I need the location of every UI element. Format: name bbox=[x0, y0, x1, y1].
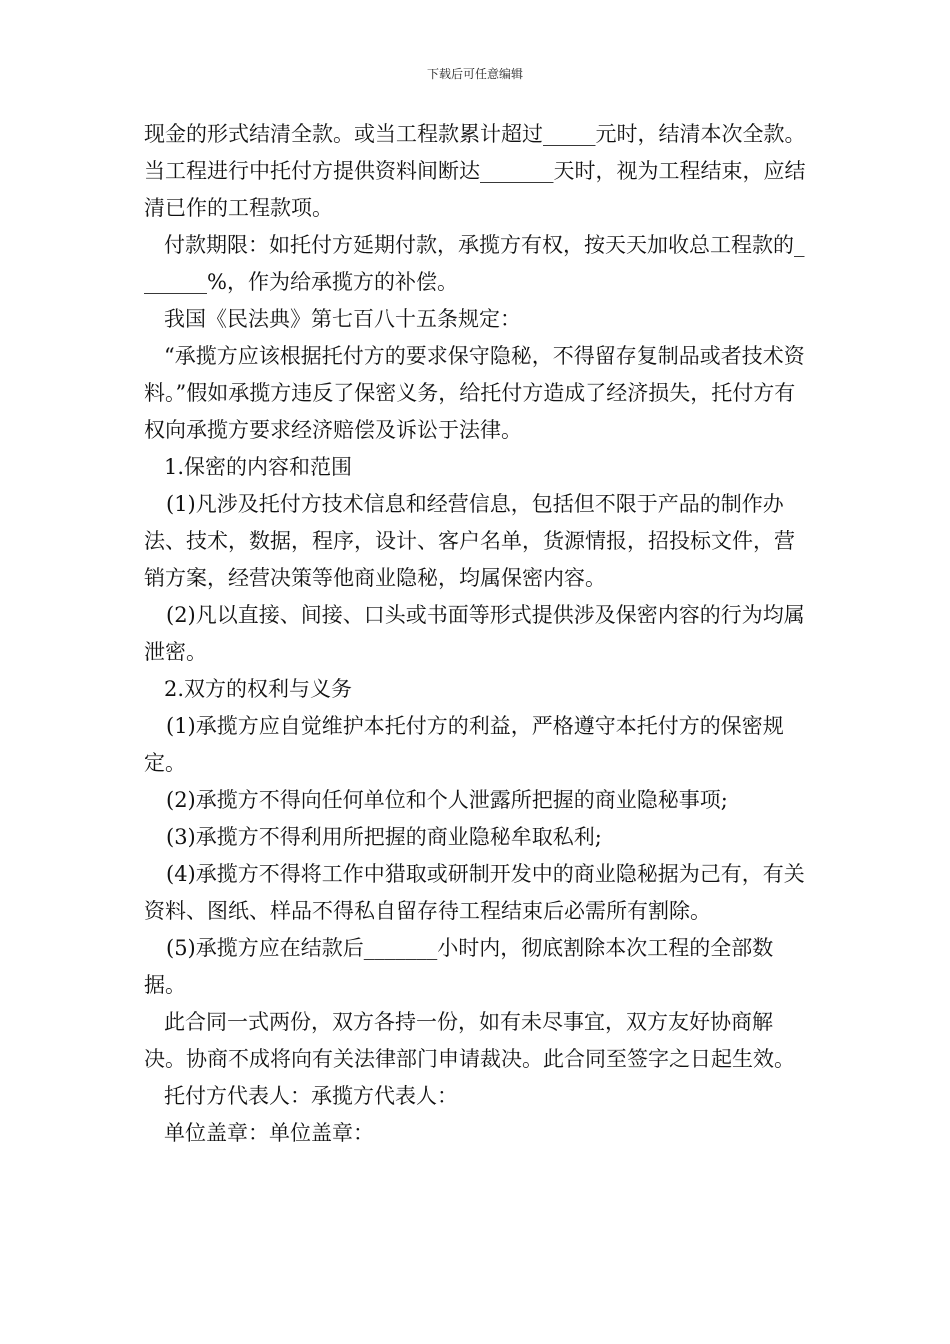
list-item-scope-1: (1)凡涉及托付方技术信息和经营信息，包括但不限于产品的制作办法、技术，数据，程序，设计、客户名单，货源情报，招投标文件，营销方案，经营决策等他商业隐秘，均属保密内容。 bbox=[144, 492, 795, 590]
section-heading-rights-duties: 2.双方的权利与义务 bbox=[164, 677, 353, 701]
list-item-duty-2: (2)承揽方不得向任何单位和个人泄露所把握的商业隐秘事项; bbox=[166, 788, 728, 812]
section-heading-confidential-scope: 1.保密的内容和范围 bbox=[164, 455, 353, 479]
paragraph-civil-code-quote: “承揽方应该根据托付方的要求保守隐秘，不得留存复制品或者技术资料。”假如承揽方违反了保密义务，给托付方造成了经济损失，托付方有权向承揽方要求经济赔偿及诉讼于法律。 bbox=[144, 344, 805, 442]
paragraph-payment-settlement: 现金的形式结清全款。或当工程款累计超过_____元时，结清本次全款。当工程进行中托付方提供资料间断达_______天时，视为工程结束，应结清已作的工程款项。 bbox=[144, 122, 806, 220]
signature-seals: 单位盖章：单位盖章： bbox=[164, 1121, 374, 1145]
page-header: 下载后可任意编辑 bbox=[426, 67, 523, 81]
document-body bbox=[144, 116, 812, 1152]
list-item-duty-5: (5)承揽方应在结款后_______小时内，彻底割除本次工程的全部数据。 bbox=[144, 936, 774, 997]
list-item-duty-3: (3)承揽方不得利用所把握的商业隐秘牟取私利; bbox=[166, 825, 602, 849]
list-item-duty-4: (4)承揽方不得将工作中猎取或研制开发中的商业隐秘据为己有，有关资料、图纸、样品不得私自留存待工程结束后必需所有割除。 bbox=[144, 862, 805, 923]
paragraph-civil-code-ref: 我国《民法典》第七百八十五条规定： bbox=[164, 307, 521, 331]
paragraph-copies: 此合同一式两份，双方各持一份，如有未尽事宜，双方友好协商解决。协商不成将向有关法律部门申请裁决。此合同至签字之日起生效。 bbox=[144, 1010, 795, 1071]
list-item-duty-1: (1)承揽方应自觉维护本托付方的利益，严格遵守本托付方的保密规定。 bbox=[144, 714, 784, 775]
paragraph-payment-term: 付款期限：如托付方延期付款，承揽方有权，按天天加收总工程款的_______%，作为给承揽方的补偿。 bbox=[144, 233, 805, 294]
signature-representatives: 托付方代表人：承揽方代表人： bbox=[164, 1084, 458, 1108]
list-item-scope-2: (2)凡以直接、间接、口头或书面等形式提供涉及保密内容的行为均属泄密。 bbox=[144, 603, 805, 664]
